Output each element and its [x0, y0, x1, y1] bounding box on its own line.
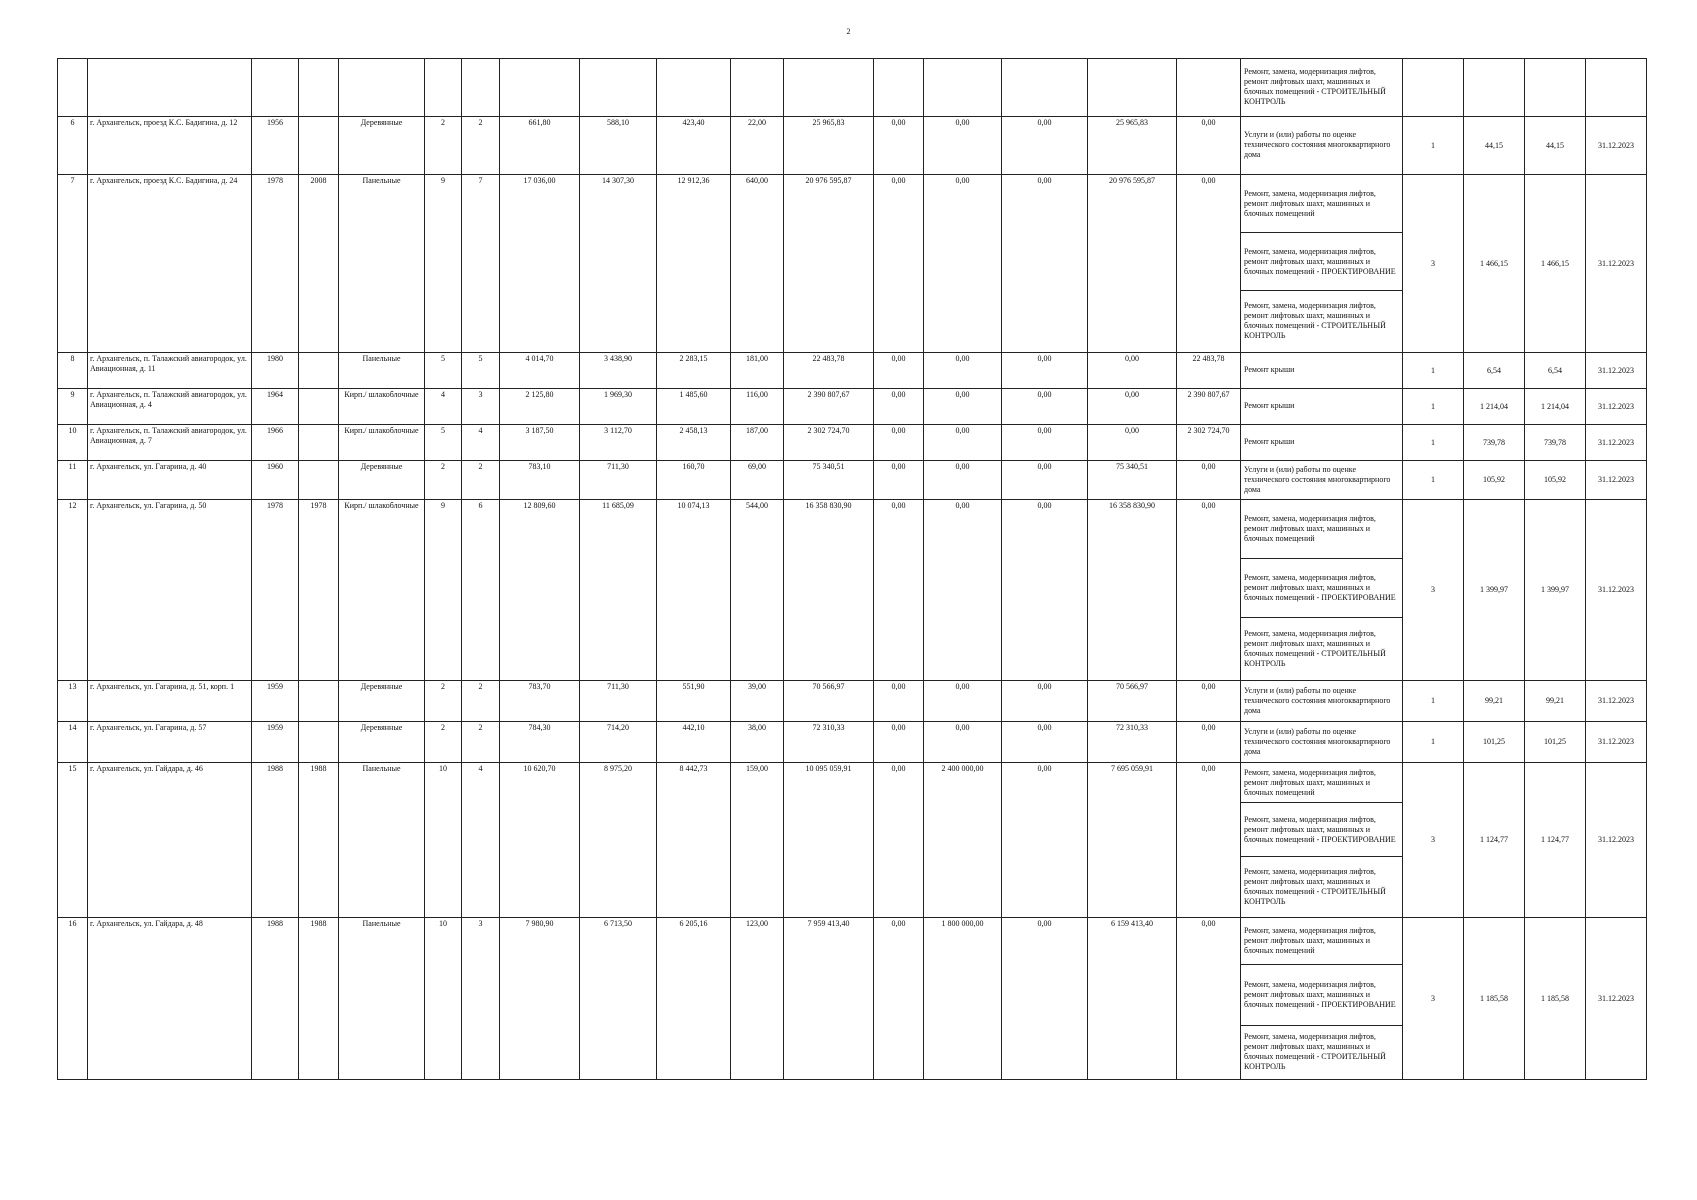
- fund-cell: 0,00: [1088, 389, 1177, 425]
- total-area-cell: 2 125,80: [500, 389, 580, 425]
- wall-material-cell: Деревянные: [339, 117, 425, 175]
- work-item: Ремонт, замена, модернизация лифтов, ремонт лифтовых шахт, машинных и блочных помещений - СТРОИТЕЛЬНЫЙ КОНТРОЛЬ: [1244, 1032, 1386, 1071]
- fund-cell: 0,00: [874, 722, 924, 763]
- residential-area-cell: 12 912,36: [657, 175, 731, 353]
- works-cell: [1241, 425, 1403, 461]
- completion-date-cell: 31.12.2023: [1586, 681, 1647, 722]
- work-item: Ремонт, замена, модернизация лифтов, ремонт лифтовых шахт, машинных и блочных помещений: [1244, 188, 1376, 218]
- table-row: [58, 117, 1647, 175]
- row-number: 9: [58, 389, 88, 425]
- total-cost-cell: 22 483,78: [784, 353, 874, 389]
- unit-cost-limit-cell: 6,54: [1525, 353, 1586, 389]
- residents-cell: 116,00: [731, 389, 784, 425]
- fund-cell: 0,00: [924, 461, 1002, 500]
- total-cost-cell: 25 965,83: [784, 117, 874, 175]
- year-repair-cell: [299, 389, 339, 425]
- unit-cost-limit-cell: 1 214,04: [1525, 389, 1586, 425]
- flat-area-cell: 714,20: [580, 722, 657, 763]
- floors-cell: 2: [425, 117, 462, 175]
- floors-cell: 10: [425, 918, 462, 1080]
- unit-cost-limit-cell: 105,92: [1525, 461, 1586, 500]
- address-cell: г. Архангельск, ул. Гагарина, д. 51, корп. 1: [88, 681, 252, 722]
- year-repair-cell: [299, 117, 339, 175]
- completion-date-cell: 31.12.2023: [1586, 763, 1647, 918]
- year-built-cell: 1964: [252, 389, 299, 425]
- work-item: Ремонт, замена, модернизация лифтов, ремонт лифтовых шахт, машинных и блочных помещений - СТРОИТЕЛЬНЫЙ КОНТРОЛЬ: [1244, 301, 1386, 340]
- table-row: [58, 175, 1647, 353]
- fund-cell: 0,00: [924, 425, 1002, 461]
- fund-cell: 0,00: [1177, 500, 1241, 681]
- fund-cell: 0,00: [874, 681, 924, 722]
- year-built-cell: 1980: [252, 353, 299, 389]
- work-count-cell: 1: [1403, 353, 1464, 389]
- fund-cell: 0,00: [1177, 681, 1241, 722]
- work-item: Ремонт, замена, модернизация лифтов, ремонт лифтовых шахт, машинных и блочных помещений: [1244, 767, 1376, 797]
- unit-cost-limit-cell: 1 466,15: [1525, 175, 1586, 353]
- work-item: Ремонт, замена, модернизация лифтов, ремонт лифтовых шахт, машинных и блочных помещений - ПРОЕКТИРОВАНИЕ: [1244, 814, 1396, 844]
- fund-cell: 20 976 595,87: [1088, 175, 1177, 353]
- fund-cell: 0,00: [874, 117, 924, 175]
- fund-cell: 0,00: [924, 117, 1002, 175]
- total-cost-cell: 70 566,97: [784, 681, 874, 722]
- year-built-cell: 1966: [252, 425, 299, 461]
- table-row: [58, 681, 1647, 722]
- fund-cell: 0,00: [1177, 175, 1241, 353]
- total-area-cell: 3 187,50: [500, 425, 580, 461]
- unit-cost-cell: 6,54: [1464, 353, 1525, 389]
- work-count-cell: 3: [1403, 918, 1464, 1080]
- entrances-cell: 4: [462, 425, 500, 461]
- row-number: 7: [58, 175, 88, 353]
- unit-cost-limit-cell: 101,25: [1525, 722, 1586, 763]
- fund-cell: 72 310,33: [1088, 722, 1177, 763]
- works-cell: [1241, 353, 1403, 389]
- row-number: 13: [58, 681, 88, 722]
- work-count-cell: 1: [1403, 425, 1464, 461]
- flat-area-cell: 588,10: [580, 117, 657, 175]
- address-cell: г. Архангельск, ул. Гайдара, д. 46: [88, 763, 252, 918]
- unit-cost-limit-cell: 99,21: [1525, 681, 1586, 722]
- fund-cell: 22 483,78: [1177, 353, 1241, 389]
- works-cell: [1241, 918, 1403, 1080]
- completion-date-cell: 31.12.2023: [1586, 500, 1647, 681]
- fund-cell: 0,00: [1177, 461, 1241, 500]
- flat-area-cell: 3 438,90: [580, 353, 657, 389]
- wall-material-cell: Панельные: [339, 763, 425, 918]
- unit-cost-cell: 1 466,15: [1464, 175, 1525, 353]
- fund-cell: 2 400 000,00: [924, 763, 1002, 918]
- residential-area-cell: 10 074,13: [657, 500, 731, 681]
- works-cell: [1241, 389, 1403, 425]
- year-repair-cell: [299, 681, 339, 722]
- total-cost-cell: 16 358 830,90: [784, 500, 874, 681]
- flat-area-cell: 11 685,09: [580, 500, 657, 681]
- entrances-cell: 7: [462, 175, 500, 353]
- works-cell: [1241, 681, 1403, 722]
- work-count-cell: 3: [1403, 763, 1464, 918]
- work-item: Ремонт, замена, модернизация лифтов, ремонт лифтовых шахт, машинных и блочных помещений - СТРОИТЕЛЬНЫЙ КОНТРОЛЬ: [1244, 67, 1386, 106]
- floors-cell: 2: [425, 722, 462, 763]
- work-item: Ремонт крыши: [1244, 401, 1295, 410]
- fund-cell: 0,00: [1177, 763, 1241, 918]
- floors-cell: 2: [425, 681, 462, 722]
- residential-area-cell: 423,40: [657, 117, 731, 175]
- row-number: 15: [58, 763, 88, 918]
- row-number: 6: [58, 117, 88, 175]
- flat-area-cell: 711,30: [580, 681, 657, 722]
- address-cell: г. Архангельск, п. Талажский авиагородок, ул. Авиационная, д. 4: [88, 389, 252, 425]
- work-item: Ремонт, замена, модернизация лифтов, ремонт лифтовых шахт, машинных и блочных помещений - ПРОЕКТИРОВАНИЕ: [1244, 980, 1396, 1009]
- table-row: [58, 918, 1647, 1080]
- total-area-cell: 7 980,90: [500, 918, 580, 1080]
- year-built-cell: 1978: [252, 175, 299, 353]
- fund-cell: 0,00: [924, 500, 1002, 681]
- entrances-cell: 6: [462, 500, 500, 681]
- table-row: [58, 763, 1647, 918]
- unit-cost-cell: 44,15: [1464, 117, 1525, 175]
- work-item: Ремонт, замена, модернизация лифтов, ремонт лифтовых шахт, машинных и блочных помещений: [1244, 926, 1376, 955]
- table-row: [58, 461, 1647, 500]
- work-item: Услуги и (или) работы по оценке технического состояния многоквартирного дома: [1244, 726, 1391, 756]
- fund-cell: 0,00: [1002, 500, 1088, 681]
- unit-cost-limit-cell: 1 185,58: [1525, 918, 1586, 1080]
- floors-cell: 10: [425, 763, 462, 918]
- work-count-cell: 1: [1403, 117, 1464, 175]
- residents-cell: 640,00: [731, 175, 784, 353]
- residents-cell: 69,00: [731, 461, 784, 500]
- table-row: [58, 722, 1647, 763]
- repair-program-table: [57, 58, 1647, 1080]
- total-cost-cell: 2 390 807,67: [784, 389, 874, 425]
- fund-cell: 0,00: [874, 918, 924, 1080]
- fund-cell: 0,00: [874, 461, 924, 500]
- fund-cell: 25 965,83: [1088, 117, 1177, 175]
- residential-area-cell: 551,90: [657, 681, 731, 722]
- entrances-cell: 2: [462, 722, 500, 763]
- wall-material-cell: Панельные: [339, 918, 425, 1080]
- fund-cell: 0,00: [924, 722, 1002, 763]
- unit-cost-cell: 739,78: [1464, 425, 1525, 461]
- total-area-cell: 10 620,70: [500, 763, 580, 918]
- floors-cell: 4: [425, 389, 462, 425]
- year-repair-cell: 1978: [299, 500, 339, 681]
- year-built-cell: 1988: [252, 763, 299, 918]
- work-item: Ремонт крыши: [1244, 365, 1295, 374]
- fund-cell: 0,00: [874, 425, 924, 461]
- table-row: [58, 353, 1647, 389]
- page-number: 2: [846, 27, 851, 36]
- fund-cell: 75 340,51: [1088, 461, 1177, 500]
- address-cell: г. Архангельск, п. Талажский авиагородок, ул. Авиационная, д. 7: [88, 425, 252, 461]
- residential-area-cell: 1 485,60: [657, 389, 731, 425]
- fund-cell: 0,00: [1002, 175, 1088, 353]
- unit-cost-limit-cell: 1 399,97: [1525, 500, 1586, 681]
- works-cell: [1241, 175, 1403, 353]
- entrances-cell: 2: [462, 681, 500, 722]
- residential-area-cell: 2 283,15: [657, 353, 731, 389]
- residents-cell: 39,00: [731, 681, 784, 722]
- entrances-cell: 2: [462, 117, 500, 175]
- fund-cell: 0,00: [1002, 722, 1088, 763]
- flat-area-cell: 8 975,20: [580, 763, 657, 918]
- works-cell: [1241, 763, 1403, 918]
- wall-material-cell: Деревянные: [339, 461, 425, 500]
- completion-date-cell: 31.12.2023: [1586, 353, 1647, 389]
- residential-area-cell: 160,70: [657, 461, 731, 500]
- year-repair-cell: [299, 425, 339, 461]
- work-item: Услуги и (или) работы по оценке технического состояния многоквартирного дома: [1244, 130, 1391, 159]
- fund-cell: 0,00: [1177, 722, 1241, 763]
- year-built-cell: 1956: [252, 117, 299, 175]
- fund-cell: 0,00: [1002, 425, 1088, 461]
- year-built-cell: 1960: [252, 461, 299, 500]
- row-number: 14: [58, 722, 88, 763]
- total-area-cell: 12 809,60: [500, 500, 580, 681]
- residents-cell: 544,00: [731, 500, 784, 681]
- flat-area-cell: 6 713,50: [580, 918, 657, 1080]
- fund-cell: 0,00: [1177, 117, 1241, 175]
- fund-cell: 0,00: [924, 175, 1002, 353]
- fund-cell: 0,00: [1088, 353, 1177, 389]
- fund-cell: 0,00: [874, 763, 924, 918]
- completion-date-cell: 31.12.2023: [1586, 722, 1647, 763]
- work-item: Ремонт, замена, модернизация лифтов, ремонт лифтовых шахт, машинных и блочных помещений - СТРОИТЕЛЬНЫЙ КОНТРОЛЬ: [1244, 866, 1386, 906]
- residential-area-cell: 6 205,16: [657, 918, 731, 1080]
- residential-area-cell: 442,10: [657, 722, 731, 763]
- total-area-cell: 4 014,70: [500, 353, 580, 389]
- works-cell: [1241, 117, 1403, 175]
- residential-area-cell: 2 458,13: [657, 425, 731, 461]
- completion-date-cell: 31.12.2023: [1586, 461, 1647, 500]
- wall-material-cell: Деревянные: [339, 722, 425, 763]
- row-number: 12: [58, 500, 88, 681]
- residents-cell: 38,00: [731, 722, 784, 763]
- unit-cost-cell: 101,25: [1464, 722, 1525, 763]
- entrances-cell: 4: [462, 763, 500, 918]
- unit-cost-limit-cell: 739,78: [1525, 425, 1586, 461]
- residents-cell: 22,00: [731, 117, 784, 175]
- total-cost-cell: 2 302 724,70: [784, 425, 874, 461]
- address-cell: г. Архангельск, ул. Гагарина, д. 57: [88, 722, 252, 763]
- flat-area-cell: 14 307,30: [580, 175, 657, 353]
- work-item: Ремонт крыши: [1244, 437, 1295, 446]
- year-repair-cell: [299, 353, 339, 389]
- work-count-cell: 1: [1403, 681, 1464, 722]
- floors-cell: 5: [425, 425, 462, 461]
- entrances-cell: 3: [462, 918, 500, 1080]
- total-area-cell: 17 036,00: [500, 175, 580, 353]
- work-count-cell: 3: [1403, 500, 1464, 681]
- fund-cell: 0,00: [874, 389, 924, 425]
- table-row-continuation: [58, 59, 1647, 117]
- year-repair-cell: [299, 461, 339, 500]
- year-repair-cell: 2008: [299, 175, 339, 353]
- entrances-cell: 2: [462, 461, 500, 500]
- work-item: Услуги и (или) работы по оценке технического состояния многоквартирного дома: [1244, 464, 1391, 494]
- entrances-cell: 3: [462, 389, 500, 425]
- fund-cell: 7 695 059,91: [1088, 763, 1177, 918]
- residents-cell: 187,00: [731, 425, 784, 461]
- table-row: [58, 425, 1647, 461]
- year-repair-cell: [299, 722, 339, 763]
- unit-cost-cell: 1 124,77: [1464, 763, 1525, 918]
- flat-area-cell: 711,30: [580, 461, 657, 500]
- work-count-cell: 1: [1403, 389, 1464, 425]
- year-repair-cell: 1988: [299, 918, 339, 1080]
- works-cell: [1241, 722, 1403, 763]
- row-number: 8: [58, 353, 88, 389]
- work-count-cell: 1: [1403, 461, 1464, 500]
- fund-cell: 0,00: [1002, 389, 1088, 425]
- wall-material-cell: Кирп./ шлакоблочные: [339, 500, 425, 681]
- fund-cell: 0,00: [924, 389, 1002, 425]
- fund-cell: 0,00: [924, 681, 1002, 722]
- work-count-cell: 3: [1403, 175, 1464, 353]
- fund-cell: 0,00: [874, 175, 924, 353]
- fund-cell: 0,00: [1177, 918, 1241, 1080]
- works-cell: [1241, 461, 1403, 500]
- address-cell: г. Архангельск, ул. Гагарина, д. 40: [88, 461, 252, 500]
- works-cell: [1241, 59, 1403, 117]
- year-built-cell: 1959: [252, 722, 299, 763]
- fund-cell: 0,00: [924, 353, 1002, 389]
- floors-cell: 5: [425, 353, 462, 389]
- total-cost-cell: 72 310,33: [784, 722, 874, 763]
- work-item: Ремонт, замена, модернизация лифтов, ремонт лифтовых шахт, машинных и блочных помещений - СТРОИТЕЛЬНЫЙ КОНТРОЛЬ: [1244, 628, 1386, 668]
- unit-cost-cell: 1 214,04: [1464, 389, 1525, 425]
- table-row: [58, 500, 1647, 681]
- address-cell: г. Архангельск, проезд К.С. Бадигина, д. 12: [88, 117, 252, 175]
- fund-cell: 0,00: [1002, 918, 1088, 1080]
- row-number: 10: [58, 425, 88, 461]
- completion-date-cell: 31.12.2023: [1586, 389, 1647, 425]
- fund-cell: 0,00: [1002, 461, 1088, 500]
- fund-cell: 0,00: [1002, 353, 1088, 389]
- fund-cell: 0,00: [1002, 681, 1088, 722]
- fund-cell: 6 159 413,40: [1088, 918, 1177, 1080]
- completion-date-cell: 31.12.2023: [1586, 175, 1647, 353]
- fund-cell: 2 302 724,70: [1177, 425, 1241, 461]
- total-cost-cell: 20 976 595,87: [784, 175, 874, 353]
- address-cell: г. Архангельск, ул. Гагарина, д. 50: [88, 500, 252, 681]
- unit-cost-cell: 105,92: [1464, 461, 1525, 500]
- wall-material-cell: Панельные: [339, 175, 425, 353]
- fund-cell: 0,00: [1002, 117, 1088, 175]
- unit-cost-cell: 1 185,58: [1464, 918, 1525, 1080]
- year-repair-cell: 1988: [299, 763, 339, 918]
- work-item: Услуги и (или) работы по оценке технического состояния многоквартирного дома: [1244, 685, 1391, 715]
- row-number: 11: [58, 461, 88, 500]
- work-item: Ремонт, замена, модернизация лифтов, ремонт лифтовых шахт, машинных и блочных помещений - ПРОЕКТИРОВАНИЕ: [1244, 246, 1396, 276]
- fund-cell: 0,00: [1002, 763, 1088, 918]
- completion-date-cell: 31.12.2023: [1586, 425, 1647, 461]
- wall-material-cell: Кирп./ шлакоблочные: [339, 425, 425, 461]
- residents-cell: 123,00: [731, 918, 784, 1080]
- work-count-cell: 1: [1403, 722, 1464, 763]
- total-area-cell: 661,80: [500, 117, 580, 175]
- completion-date-cell: 31.12.2023: [1586, 918, 1647, 1080]
- completion-date-cell: 31.12.2023: [1586, 117, 1647, 175]
- wall-material-cell: Кирп./ шлакоблочные: [339, 389, 425, 425]
- wall-material-cell: Деревянные: [339, 681, 425, 722]
- fund-cell: 0,00: [874, 500, 924, 681]
- total-area-cell: 783,70: [500, 681, 580, 722]
- unit-cost-cell: 1 399,97: [1464, 500, 1525, 681]
- residential-area-cell: 8 442,73: [657, 763, 731, 918]
- fund-cell: 70 566,97: [1088, 681, 1177, 722]
- unit-cost-limit-cell: 44,15: [1525, 117, 1586, 175]
- year-built-cell: 1959: [252, 681, 299, 722]
- fund-cell: 1 800 000,00: [924, 918, 1002, 1080]
- year-built-cell: 1978: [252, 500, 299, 681]
- total-area-cell: 783,10: [500, 461, 580, 500]
- address-cell: г. Архангельск, проезд К.С. Бадигина, д. 24: [88, 175, 252, 353]
- residents-cell: 159,00: [731, 763, 784, 918]
- floors-cell: 9: [425, 500, 462, 681]
- entrances-cell: 5: [462, 353, 500, 389]
- fund-cell: 0,00: [1088, 425, 1177, 461]
- year-built-cell: 1988: [252, 918, 299, 1080]
- unit-cost-limit-cell: 1 124,77: [1525, 763, 1586, 918]
- row-number: 16: [58, 918, 88, 1080]
- floors-cell: 9: [425, 175, 462, 353]
- fund-cell: 0,00: [874, 353, 924, 389]
- address-cell: г. Архангельск, п. Талажский авиагородок, ул. Авиационная, д. 11: [88, 353, 252, 389]
- flat-area-cell: 1 969,30: [580, 389, 657, 425]
- works-cell: [1241, 500, 1403, 681]
- work-item: Ремонт, замена, модернизация лифтов, ремонт лифтовых шахт, машинных и блочных помещений - ПРОЕКТИРОВАНИЕ: [1244, 573, 1396, 602]
- total-cost-cell: 75 340,51: [784, 461, 874, 500]
- table-row: [58, 389, 1647, 425]
- total-cost-cell: 7 959 413,40: [784, 918, 874, 1080]
- floors-cell: 2: [425, 461, 462, 500]
- flat-area-cell: 3 112,70: [580, 425, 657, 461]
- fund-cell: 2 390 807,67: [1177, 389, 1241, 425]
- fund-cell: 16 358 830,90: [1088, 500, 1177, 681]
- work-item: Ремонт, замена, модернизация лифтов, ремонт лифтовых шахт, машинных и блочных помещений: [1244, 514, 1376, 543]
- residents-cell: 181,00: [731, 353, 784, 389]
- total-cost-cell: 10 095 059,91: [784, 763, 874, 918]
- total-area-cell: 784,30: [500, 722, 580, 763]
- unit-cost-cell: 99,21: [1464, 681, 1525, 722]
- wall-material-cell: Панельные: [339, 353, 425, 389]
- address-cell: г. Архангельск, ул. Гайдара, д. 48: [88, 918, 252, 1080]
